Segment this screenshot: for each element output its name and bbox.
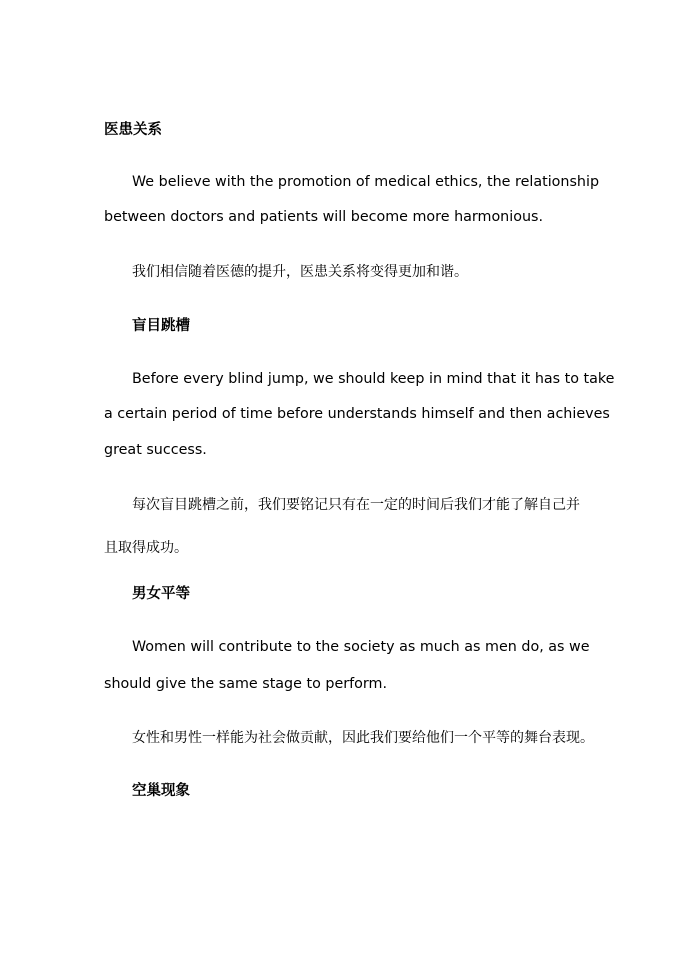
chinese-paragraph-line: 且取得成功。: [104, 540, 188, 556]
english-paragraph-line: a certain period of time before understands himself and then achieves: [104, 406, 610, 422]
section-heading: 盲目跳槽: [132, 318, 190, 334]
section-heading: 男女平等: [132, 586, 190, 602]
english-paragraph-line: We believe with the promotion of medical ethics, the relationship: [132, 174, 600, 190]
english-paragraph-line: great success.: [104, 442, 207, 458]
chinese-paragraph-line: 每次盲目跳槽之前，我们要铭记只有在一定的时间后我们才能了解自己并: [132, 497, 580, 513]
english-paragraph-line: Women will contribute to the society as much as men do, as we: [132, 639, 590, 655]
english-paragraph-line: between doctors and patients will become more harmonious.: [104, 209, 544, 225]
section-heading: 空巢现象: [132, 783, 190, 799]
english-paragraph-line: Before every blind jump, we should keep in mind that it has to take: [132, 371, 615, 387]
chinese-paragraph-line: 我们相信随着医德的提升，医患关系将变得更加和谐。: [132, 264, 468, 280]
chinese-paragraph-line: 女性和男性一样能为社会做贡献，因此我们要给他们一个平等的舞台表现。: [132, 730, 594, 746]
section-heading: 医患关系: [104, 122, 162, 138]
english-paragraph-line: should give the same stage to perform.: [104, 676, 387, 692]
